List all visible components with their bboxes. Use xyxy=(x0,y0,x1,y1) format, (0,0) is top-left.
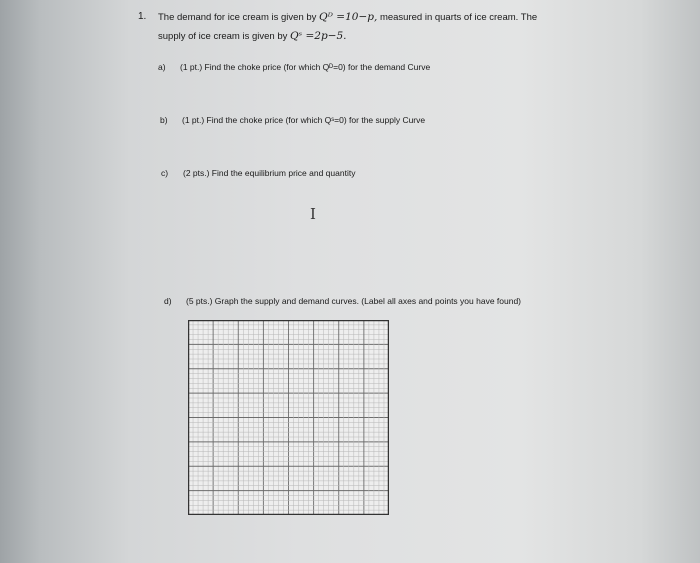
part-b xyxy=(160,115,425,125)
part-b-label: b) xyxy=(160,115,168,125)
question-text-1-tail: measured in quarts of ice cream. The xyxy=(379,12,538,23)
graph-grid-svg xyxy=(188,320,389,515)
demand-equation: Qᴰ =10−p, xyxy=(319,11,378,23)
part-c-label: c) xyxy=(161,168,169,178)
question-number: 1. xyxy=(138,11,147,22)
question-line-1 xyxy=(158,11,537,23)
question-text-2: supply of ice cream is given by xyxy=(158,31,288,42)
part-a-label: a) xyxy=(158,62,166,72)
supply-equation: Qˢ =2p−5. xyxy=(290,30,347,42)
part-a-text: (1 pt.) Find the choke price (for which Qᴰ=0) for the demand Curve xyxy=(180,62,431,72)
part-d xyxy=(164,296,521,306)
question-line-2 xyxy=(158,30,347,42)
text-cursor-icon: I xyxy=(310,205,316,223)
part-a xyxy=(158,62,430,72)
part-d-label: d) xyxy=(164,296,172,306)
part-d-text: (5 pts.) Graph the supply and demand curves. (Label all axes and points you have found) xyxy=(186,296,522,306)
part-c-text: (2 pts.) Find the equilibrium price and quantity xyxy=(183,168,356,178)
question-text-1: The demand for ice cream is given by xyxy=(158,12,317,23)
graph-grid xyxy=(188,320,389,515)
part-c xyxy=(161,168,355,178)
part-b-text: (1 pt.) Find the choke price (for which Qˢ=0) for the supply Curve xyxy=(182,115,426,125)
